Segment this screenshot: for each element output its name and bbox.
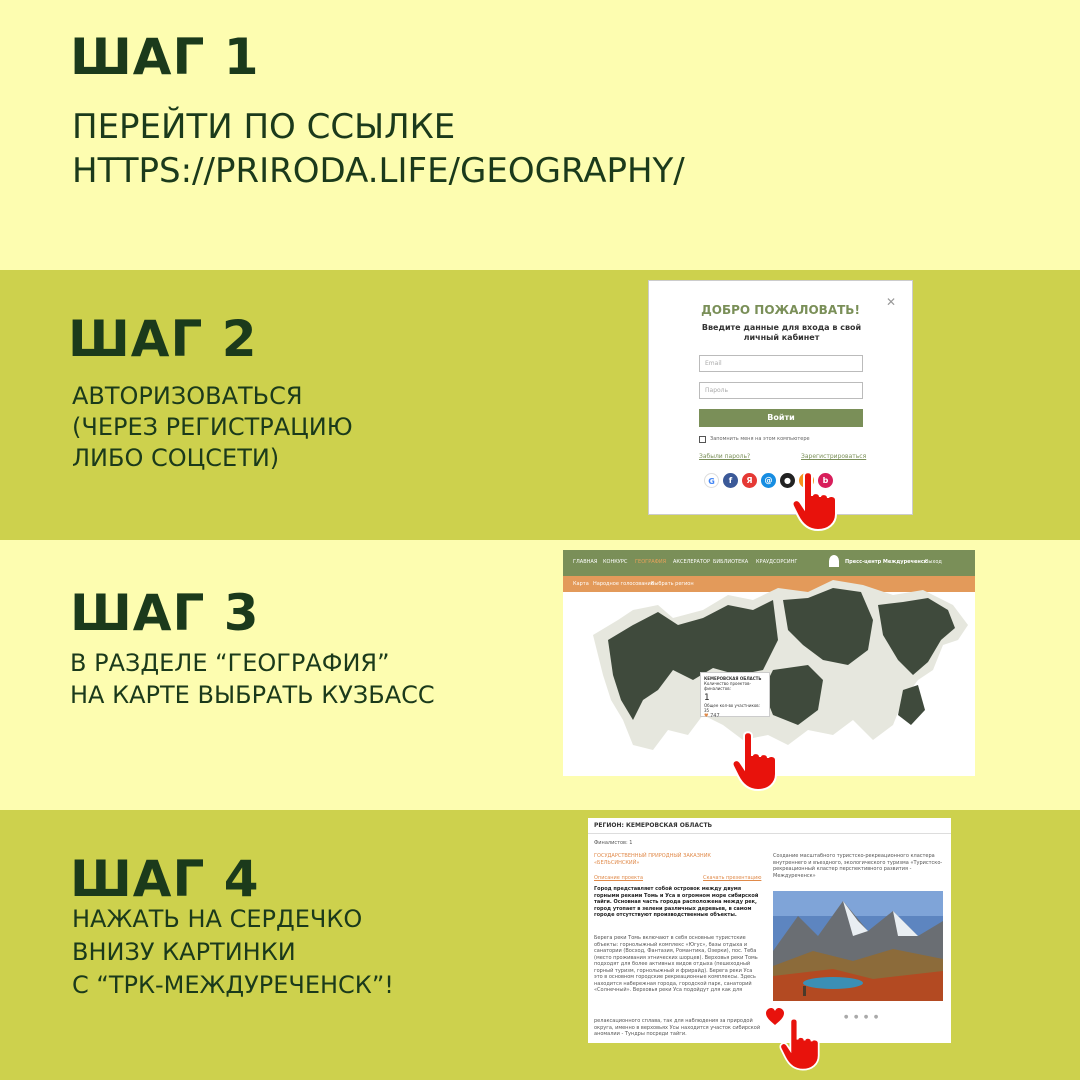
step2-text [72,381,353,474]
project-photo [773,891,943,1001]
project-description-link[interactable]: Описание проекта [594,875,644,881]
carousel-dots[interactable]: ● ● ● ● [844,1014,881,1020]
password-field[interactable]: Пароль [699,382,863,399]
heart-icon[interactable]: ♥ [704,713,709,719]
region-header: РЕГИОН: КЕМЕРОВСКАЯ ОБЛАСТЬ [594,822,713,829]
breadcrumb-item[interactable]: Карта [573,581,589,587]
step2-title: ШАГ 2 [68,310,258,368]
email-field[interactable]: Email [699,355,863,372]
region-tooltip [700,672,770,717]
b-login-icon[interactable]: b [818,473,833,488]
step3-text [70,647,435,711]
step1-link[interactable]: HTTPS://PRIRODA.LIFE/GEOGRAPHY/ [72,151,685,191]
mailru-login-icon[interactable]: @ [761,473,776,488]
facebook-login-icon[interactable]: f [723,473,738,488]
login-button[interactable]: Войти [699,409,863,427]
yandex-login-icon[interactable]: Я [742,473,757,488]
step2-line: ЛИБО СОЦСЕТИ) [72,444,280,472]
remember-checkbox[interactable] [699,436,706,443]
tooltip-likes: 747 [710,713,720,719]
nav-item-geography[interactable]: ГЕОГРАФИЯ [635,559,667,565]
login-dialog-screenshot [648,280,913,515]
step4-line: ВНИЗУ КАРТИНКИ [72,938,296,966]
other-login-icon[interactable]: ● [780,473,795,488]
pointing-hand-icon [790,470,842,532]
nav-item-contest[interactable]: КОНКУРС [603,559,628,565]
project-body: Берега реки Томь включают в себя основные туристские объекты: горнолыжный комплекс «Югус», базы отдыха и санатории (Восход, Фантазия, Романтика, Озерки), пос. Теба (место проживания этнических шорцев). Верховья реки Томь подходят для более активных видов отдыха (пешеходный горный туризм, горнолыжный и фрирайд). Берега реки Уса это в основном городские рекреационные комплексы. Здесь находится набережная города, городской парк, санаторий «Солнечный». Верховья реки Уса подойдут для как для [594,935,758,993]
step3-line: НА КАРТЕ ВЫБРАТЬ КУЗБАСС [70,681,435,709]
project-title[interactable]: ГОСУДАРСТВЕННЫЙ ПРИРОДНЫЙ ЗАКАЗНИК «БЕЛЬСИНСКИЙ» [594,853,711,866]
tooltip-region: КЕМЕРОВСКАЯ ОБЛАСТЬ [704,676,762,681]
step1-line: ПЕРЕЙТИ ПО ССЫЛКЕ [72,107,456,147]
logout-link[interactable]: Выход [925,559,942,565]
breadcrumb-item[interactable]: Выбрать регион [651,581,694,587]
login-subtitle: Введите данные для входа в свой личный кабинет [701,323,862,342]
step1-text [72,105,685,193]
presentation-link[interactable]: Скачать презентацию [703,875,762,881]
project-summary: Город представляет собой островок между двумя горными реками Томь и Уса в огромном море сибирской тайги. Основная часть города расположена между рек, город утопает в зелени различных деревьев, в самом городе отсутствуют производственные объекты. [594,886,759,918]
tooltip-count: 1 [704,693,710,703]
login-title: ДОБРО ПОЖАЛОВАТЬ! [701,303,860,317]
nav-item-home[interactable]: ГЛАВНАЯ [573,559,598,565]
nav-item-library[interactable]: БИБЛИОТЕКА [713,559,749,565]
pointing-hand-icon [778,1016,824,1072]
breadcrumb-item[interactable]: Народное голосование [593,581,654,587]
tooltip-label: Количество проектов-финалистов: [704,681,751,691]
step3-line: В РАЗДЕЛЕ “ГЕОГРАФИЯ” [70,649,390,677]
finalists-count: Финалистов: 1 [594,840,633,846]
nav-item-accelerator[interactable]: АКСЕЛЕРАТОР [673,559,710,565]
project-body-tail: релаксационного сплава, так для наблюдения за природой округа, именно в верховьях Усы находится участок сибирской аномалии - Тундры посреди тайги. [594,1018,761,1037]
step3-title: ШАГ 3 [70,584,260,642]
step2-line: АВТОРИЗОВАТЬСЯ [72,382,303,410]
nav-item-crowdsourcing[interactable]: КРАУДСОРСИНГ [756,559,798,565]
remember-label: Запомнить меня на этом компьютере [710,436,810,442]
step2-line: (ЧЕРЕЗ РЕГИСТРАЦИЮ [72,413,353,441]
divider [588,833,951,834]
close-icon[interactable]: ✕ [885,295,896,309]
step4-text [72,903,394,1002]
pointing-hand-icon [730,730,782,792]
project-right-text: Создание масштабного туристско-рекреационного кластера внутреннего и въездного, экологического туризма «Туристско-рекреационный кластер перспективного развития - Междуреченск» [773,853,943,879]
account-name[interactable]: Пресс-центр Междуреченск [845,559,928,565]
register-link[interactable]: Зарегистрироваться [801,453,867,460]
forgot-password-link[interactable]: Забыли пароль? [699,453,751,460]
step4-line: С “ТРК-МЕЖДУРЕЧЕНСК”! [72,971,394,999]
google-login-icon[interactable]: G [704,473,719,488]
step1-title: ШАГ 1 [70,28,260,86]
step4-line: НАЖАТЬ НА СЕРДЕЧКО [72,905,363,933]
tooltip-total: Общее кол-во участников: 35 [704,703,761,713]
step4-title: ШАГ 4 [70,850,260,908]
